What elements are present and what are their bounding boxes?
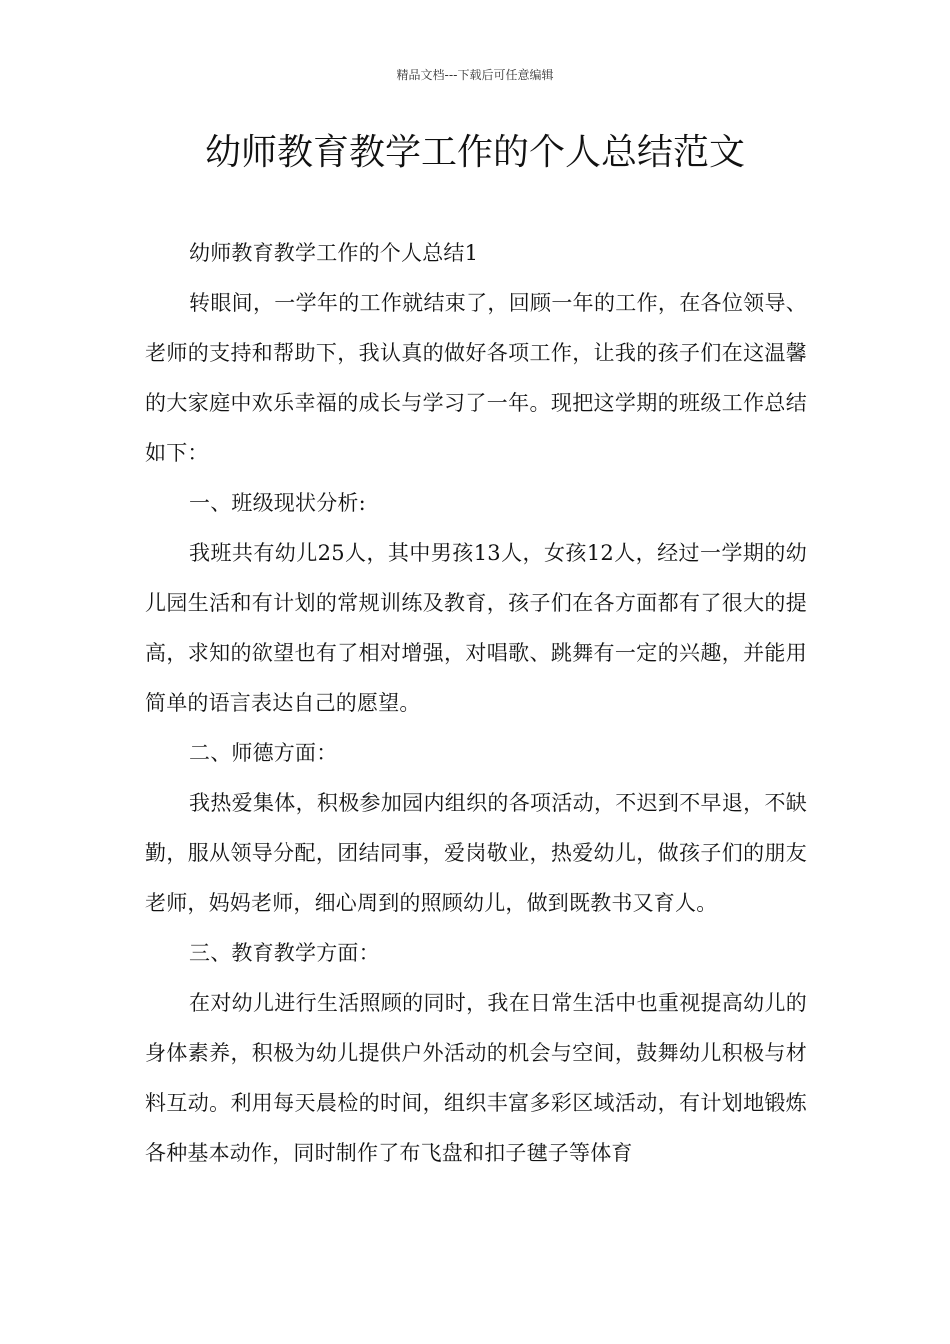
body-paragraph: 在对幼儿进行生活照顾的同时，我在日常生活中也重视提高幼儿的身体素养，积极为幼儿提供户外活动的机会与空间，鼓舞幼儿积极与材料互动。利用每天晨检的时间，组织丰富多彩区域活动，有计划地锻炼各种基本动作，同时制作了布飞盘和扣子毽子等体育 <box>145 991 807 1165</box>
page-title: 幼师教育教学工作的个人总结范文 <box>204 132 745 173</box>
body-paragraph: 转眼间，一学年的工作就结束了，回顾一年的工作，在各位领导、老师的支持和帮助下，我认真的做好各项工作，让我的孩子们在这温馨的大家庭中欢乐幸福的成长与学习了一年。现把这学期的班级工作总结如下： <box>145 291 807 465</box>
document-body <box>145 228 807 1178</box>
section-heading: 幼师教育教学工作的个人总结1 <box>189 241 479 265</box>
header-note: 精品文档---下载后可任意编辑 <box>396 68 554 82</box>
section-heading: 一、班级现状分析: <box>189 491 366 515</box>
section-heading: 二、师德方面： <box>189 741 338 765</box>
section-heading: 三、教育教学方面： <box>189 941 380 965</box>
body-paragraph: 我班共有幼儿25人，其中男孩13人，女孩12人，经过一学期的幼儿园生活和有计划的常规训练及教育，孩子们在各方面都有了很大的提高，求知的欲望也有了相对增强，对唱歌、跳舞有一定的兴趣，并能用简单的语言表达自己的愿望。 <box>145 541 807 715</box>
body-paragraph: 我热爱集体，积极参加园内组织的各项活动，不迟到不早退，不缺勤，服从领导分配，团结同事，爱岗敬业，热爱幼儿，做孩子们的朋友老师，妈妈老师，细心周到的照顾幼儿，做到既教书又育人。 <box>145 791 807 915</box>
